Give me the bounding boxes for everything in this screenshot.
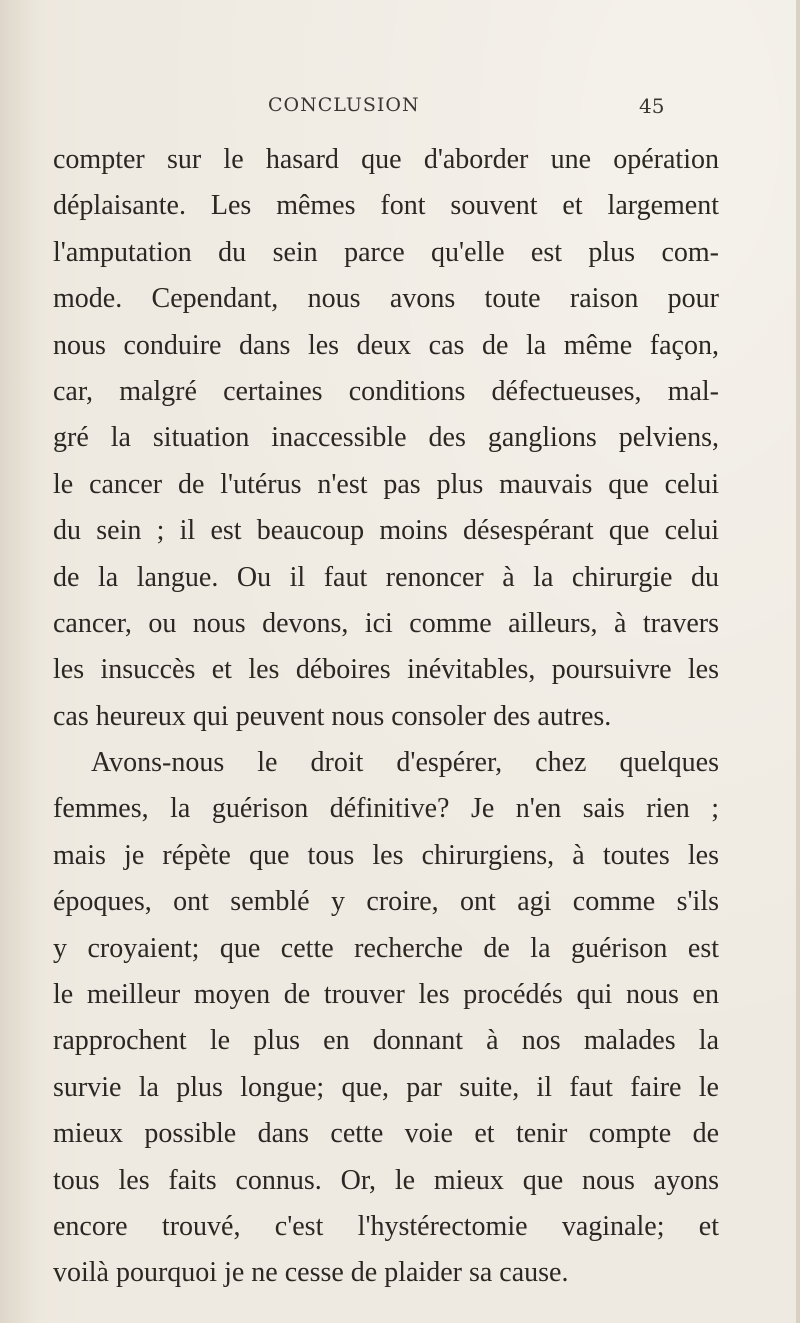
text-line: y croyaient; que cette recherche de la guérison est (53, 932, 719, 964)
text-line: l'amputation du sein parce qu'elle est plus com- (53, 236, 719, 268)
body-text (53, 137, 719, 1297)
text-line: voilà pourquoi je ne cesse de plaider sa cause. (53, 1257, 569, 1289)
text-line: tous les faits connus. Or, le mieux que nous ayons (53, 1164, 719, 1196)
running-title: CONCLUSION (268, 94, 420, 116)
text-line: cas heureux qui peuvent nous consoler des autres. (53, 700, 612, 732)
text-line: survie la plus longue; que, par suite, il faut faire le (53, 1071, 719, 1103)
page-edge (796, 0, 800, 1323)
text-line: mieux possible dans cette voie et tenir compte de (53, 1118, 719, 1150)
text-line: mode. Cependant, nous avons toute raison pour (53, 283, 719, 315)
text-line: gré la situation inaccessible des ganglions pelviens, (53, 422, 719, 454)
text-line: encore trouvé, c'est l'hystérectomie vaginale; et (53, 1210, 719, 1242)
text-line: compter sur le hasard que d'aborder une opération (53, 144, 719, 175)
text-line: époques, ont semblé y croire, ont agi comme s'ils (53, 886, 719, 918)
text-line: Avons-nous le droit d'espérer, chez quelques (91, 747, 719, 779)
text-line: le meilleur moyen de trouver les procédés qui nous en (53, 979, 719, 1011)
text-line: le cancer de l'utérus n'est pas plus mauvais que celui (53, 468, 719, 500)
text-line: de la langue. Ou il faut renoncer à la chirurgie du (53, 561, 719, 593)
text-line: mais je répète que tous les chirurgiens, à toutes les (53, 839, 719, 871)
text-line: déplaisante. Les mêmes font souvent et largement (53, 190, 719, 222)
page-number: 45 (639, 94, 665, 118)
text-line: femmes, la guérison définitive? Je n'en sais rien ; (53, 793, 719, 825)
text-line: car, malgré certaines conditions défectueuses, mal- (53, 375, 719, 407)
text-line: nous conduire dans les deux cas de la même façon, (53, 329, 719, 361)
text-line: les insuccès et les déboires inévitables, poursuivre les (53, 654, 719, 686)
text-line: du sein ; il est beaucoup moins désespérant que celui (53, 515, 719, 547)
text-line: rapprochent le plus en donnant à nos malades la (53, 1025, 719, 1057)
text-line: cancer, ou nous devons, ici comme ailleurs, à travers (53, 607, 719, 639)
running-head (0, 94, 800, 124)
